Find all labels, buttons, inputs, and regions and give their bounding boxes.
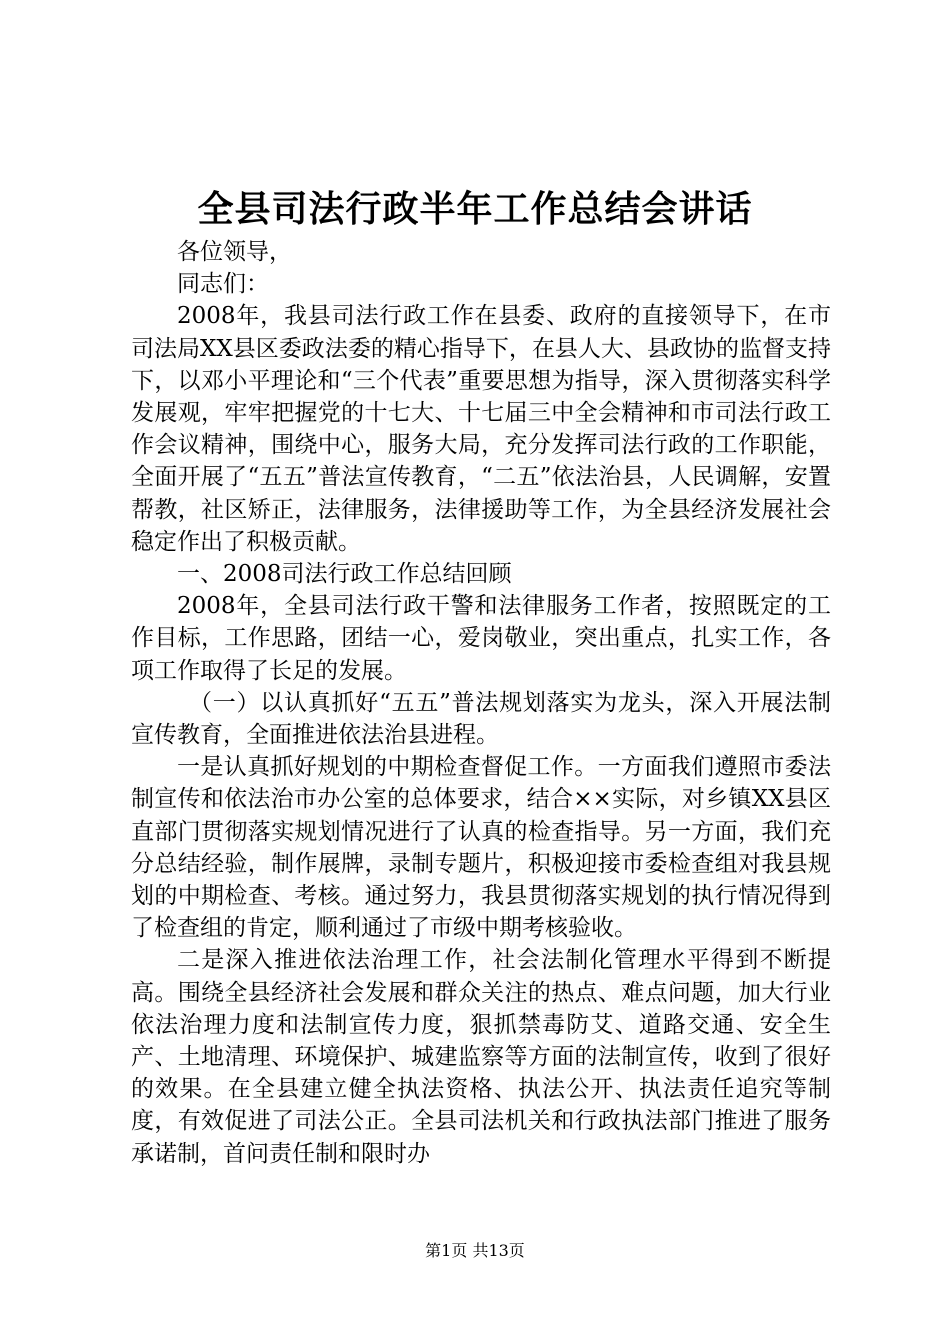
document-title: 全县司法行政半年工作总结会讲话 bbox=[197, 188, 753, 230]
subsection-heading-1: （一）以认真抓好“五五”普法规划落实为龙头，深入开展法制宣传教育，全面推进依法治县进程。 bbox=[131, 689, 831, 749]
paragraph-overview: 2008年，全县司法行政干警和法律服务工作者，按照既定的工作目标，工作思路，团结一心，爱岗敬业，突出重点，扎实工作，各项工作取得了长足的发展。 bbox=[131, 593, 831, 684]
section-heading-review: 一、2008司法行政工作总结回顾 bbox=[177, 561, 512, 588]
page-footer: 第1页 共13页 bbox=[425, 1241, 525, 1260]
salutation-comrades: 同志们： bbox=[177, 271, 269, 298]
document-body bbox=[131, 236, 831, 1170]
paragraph-intro: 2008年，我县司法行政工作在县委、政府的直接领导下，在市司法局XX县区委政法委的精心指导下，在县人大、县政协的监督支持下，以邓小平理论和“三个代表”重要思想为指导，深入贯彻落实科学发展观，牢牢把握党的十七大、十七届三中全会精神和市司法行政工作会议精神，围绕中心，服务大局，充分发挥司法行政的工作职能，全面开展了“五五”普法宣传教育，“二五”依法治县，人民调解，安置帮教，社区矫正，法律服务，法律援助等工作，为全县经济发展社会稳定作出了积极贡献。 bbox=[131, 303, 831, 555]
salutation-leaders: 各位领导， bbox=[177, 239, 292, 265]
paragraph-point-2: 二是深入推进依法治理工作，社会法制化管理水平得到不断提高。围绕全县经济社会发展和群众关注的热点、难点问题，加大行业依法治理力度和法制宣传力度，狠抓禁毒防艾、道路交通、安全生产、土地清理、环境保护、城建监察等方面的法制宣传，收到了很好的效果。在全县建立健全执法资格、执法公开、执法责任追究等制度，有效促进了司法公正。全县司法机关和行政执法部门推进了服务承诺制，首问责任制和限时办 bbox=[131, 947, 831, 1167]
paragraph-point-1: 一是认真抓好规划的中期检查督促工作。一方面我们遵照市委法制宣传和依法治市办公室的总体要求，结合××实际，对乡镇XX县区直部门贯彻落实规划情况进行了认真的检查指导。另一方面，我们充分总结经验，制作展牌，录制专题片，积极迎接市委检查组对我县规划的中期检查、考核。通过努力，我县贯彻落实规划的执行情况得到了检查组的肯定，顺利通过了市级中期考核验收。 bbox=[131, 754, 831, 942]
